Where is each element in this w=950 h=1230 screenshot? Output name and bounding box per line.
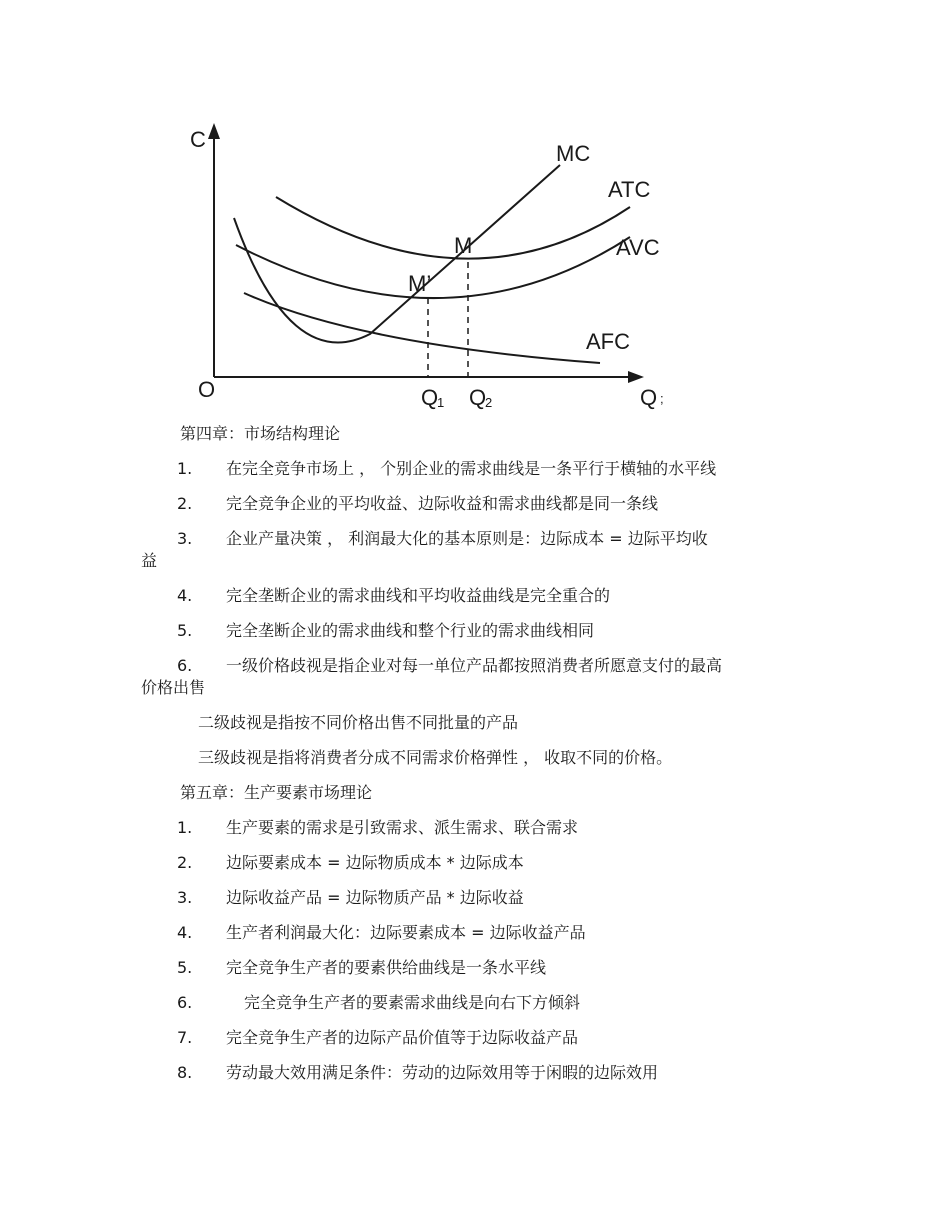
- item-number: 6.: [177, 656, 193, 675]
- item-number: 6.: [177, 993, 193, 1012]
- item-text: 完全竞争生产者的边际产品价值等于边际收益产品: [226, 1028, 579, 1047]
- q1-label: Q: [421, 385, 439, 410]
- x-axis-label: Q: [640, 385, 658, 410]
- x-axis-arrow: [628, 371, 644, 383]
- item-number: 7.: [177, 1028, 193, 1047]
- y-axis-label: C: [190, 127, 206, 152]
- item-text: 完全竞争生产者的要素供给曲线是一条水平线: [226, 958, 547, 977]
- q2-subscript: 2: [485, 395, 493, 410]
- cost-curves-figure: [180, 115, 680, 415]
- item-text: 劳动最大效用满足条件：劳动的边际效用等于闲暇的边际效用: [226, 1063, 659, 1082]
- chapter4-item-6-continuation: 价格出售: [141, 678, 206, 697]
- item-number: 5.: [177, 958, 193, 977]
- mc-label: MC: [556, 141, 591, 166]
- item-text: 完全竞争生产者的要素需求曲线是向右下方倾斜: [244, 993, 581, 1012]
- chapter4-third-degree-discrimination: 三级歧视是指将消费者分成不同需求价格弹性 ， 收取不同的价格。: [198, 748, 673, 767]
- atc-curve: [276, 197, 630, 259]
- atc-label: ATC: [608, 177, 651, 202]
- item-text: 生产者利润最大化：边际要素成本 = 边际收益产品: [226, 923, 586, 942]
- m-point-label: M: [454, 233, 473, 258]
- item-text: 完全垄断企业的需求曲线和平均收益曲线是完全重合的: [226, 586, 611, 605]
- item-number: 5.: [177, 621, 193, 640]
- mc-curve: [234, 165, 560, 342]
- avc-curve: [236, 237, 630, 298]
- item-text: 边际要素成本 = 边际物质成本 * 边际成本: [226, 853, 524, 872]
- trailing-mark: ;: [660, 391, 664, 406]
- item-number: 4.: [177, 586, 193, 605]
- avc-label: AVC: [616, 235, 660, 260]
- q1-subscript: 1: [437, 395, 445, 410]
- chapter4-item-3-continuation: 益: [141, 551, 158, 570]
- item-text: 一级价格歧视是指企业对每一单位产品都按照消费者所愿意支付的最高: [226, 656, 723, 675]
- item-text: 完全垄断企业的需求曲线和整个行业的需求曲线相同: [226, 621, 595, 640]
- item-number: 3.: [177, 888, 193, 907]
- y-axis-arrow: [208, 123, 220, 139]
- q2-label: Q: [469, 385, 487, 410]
- item-number: 2.: [177, 853, 193, 872]
- item-number: 4.: [177, 923, 193, 942]
- origin-label: O: [198, 377, 216, 402]
- m-prime-point-label: M’: [408, 271, 432, 296]
- chapter4-second-degree-discrimination: 二级歧视是指按不同价格出售不同批量的产品: [198, 713, 519, 732]
- afc-label: AFC: [586, 329, 630, 354]
- chapter5-title: 第五章：生产要素市场理论: [180, 783, 373, 802]
- item-text: 在完全竞争市场上 ， 个别企业的需求曲线是一条平行于横轴的水平线: [226, 459, 717, 478]
- item-number: 1.: [177, 818, 193, 837]
- cost-curves-svg: [180, 115, 680, 415]
- item-text: 生产要素的需求是引致需求、派生需求、联合需求: [226, 818, 579, 837]
- item-number: 8.: [177, 1063, 193, 1082]
- afc-curve: [244, 293, 600, 363]
- item-number: 3.: [177, 529, 193, 548]
- item-number: 1.: [177, 459, 193, 478]
- chapter4-title: 第四章：市场结构理论: [180, 424, 341, 443]
- item-number: 2.: [177, 494, 193, 513]
- item-text: 边际收益产品 = 边际物质产品 * 边际收益: [226, 888, 524, 907]
- item-text: 完全竞争企业的平均收益、边际收益和需求曲线都是同一条线: [226, 494, 659, 513]
- item-text: 企业产量决策 ， 利润最大化的基本原则是：边际成本 = 边际平均收: [226, 529, 708, 548]
